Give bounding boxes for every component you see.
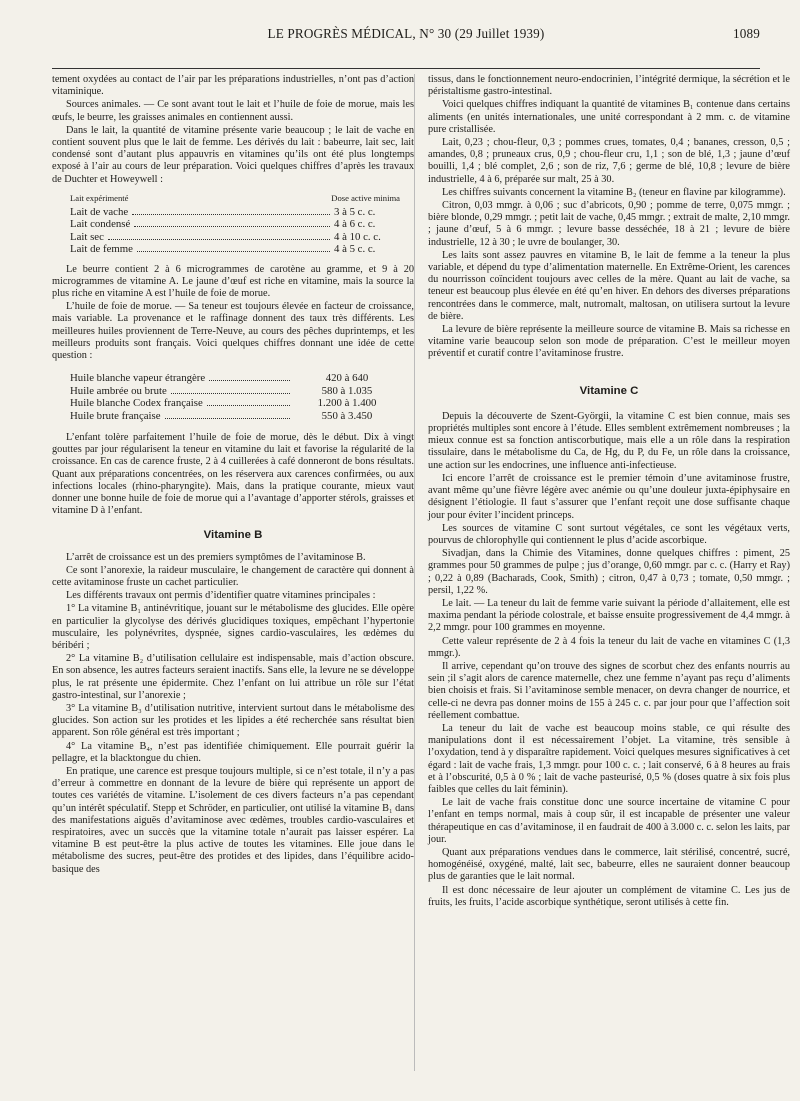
dot-leader (209, 380, 290, 381)
dot-leader (171, 393, 290, 394)
table-row (52, 372, 414, 384)
table-row (52, 218, 414, 230)
paragraph: tement oxydées au contact de l’air par les préparations industrielles, n’ont pas d’action vitaminique. (52, 74, 414, 98)
paragraph: Il est donc nécessaire de leur ajouter un complément de vitamine C. Les jus de fruits, les fruits, l’acide ascorbique synthétique, seront utilisés à cette fin. (428, 884, 790, 908)
table-row (52, 231, 414, 243)
paragraph: Les différents travaux ont permis d’identifier quatre vitamines principales : (66, 590, 376, 602)
row-label: Lait de femme (70, 243, 133, 256)
milk-dose-table (52, 192, 414, 256)
table-row (52, 243, 414, 255)
paragraph: Les laits sont assez pauvres en vitamine B, le lait de femme a la teneur la plus variable, et dépend du type d’alimentation maternelle. En Extrême-Orient, les carences du nourrisson coïncident toujours avec celles de la mère. Quant au lait de vache, sa teneur est beaucoup plus élevée en été qu’en hiver. En dehors des diverses préparations rencontrées dans le commerce, malt, nutromalt, maltosan, on utilisera surtout la levure de bière. (428, 249, 790, 322)
dot-leader (134, 226, 330, 227)
row-label: Huile blanche vapeur étrangère (70, 372, 206, 385)
paragraph: Le beurre contient 2 à 6 microgrammes de carotène au gramme, et 9 à 20 microgrammes de vitamine A. Le jaune d’œuf est riche en vitamine, mais la source la plus riche en vitamine A est l’huile de foie de morue. (52, 263, 414, 300)
header-rule (52, 68, 760, 69)
dot-leader (132, 214, 330, 215)
row-value: 4 à 5 c. c. (334, 243, 376, 256)
paragraph: La teneur du lait de vache est beaucoup moins stable, ce qui résulte des manipulations dont il est nécessairement l’objet. La vitamine, très sensible à l’oxydation, tend à y disparaître rapidement. Voici quelques mesures significatives à cet égard : lait de vache frais, 1,3 mmgr. pour 100 c. c. ; lait conservé, 6 à 8 heures au frais et à l’obscurité, 0,5 à 0 % ; lait de vache pasteurisé, 0,5 % (doses quatre à six fois plus faibles que celles du lait féminin). (428, 722, 790, 795)
table-col-header: Lait expérimenté (70, 192, 129, 203)
row-value: 580 à 1.035 (321, 384, 373, 397)
row-value: 3 à 5 c. c. (334, 206, 376, 219)
row-value: 4 à 6 c. c. (334, 218, 376, 231)
paragraph: Le lait. — La teneur du lait de femme varie suivant la période d’allaitement, elle est maxima pendant la période colostrale, et baisse ensuite progressivement de 4,4 mmgr. à 2,2 mmgr. pour 100 grammes en moyenne. (428, 597, 790, 634)
paragraph: Ici encore l’arrêt de croissance est le premier témoin d’une avitaminose frustre, avant même qu’une fièvre légère avec anémie ou qu’une douleur juxta-épiphysaire en désignent l’étiologie. Il faut s’assurer que l’enfant reçoit une dose suffisante chaque jour pour éviter l’incident princeps. (428, 472, 790, 521)
paragraph: Sources animales. — Ce sont avant tout le lait et l’huile de foie de morue, mais les œufs, le beurre, les graisses animales en contiennent aussi. (52, 99, 414, 123)
dot-leader (165, 418, 290, 419)
table-row (52, 397, 414, 409)
paragraph: Dans le lait, la quantité de vitamine présente varie beaucoup ; le lait de vache en contient souvent plus que le lait de femme. Les dérivés du lait : babeurre, lait sec, lait condensé sont d’autant plus appauvris en vitamines qu’ils ont été plus longtemps exposé à l’air au cours de leur préparation. Voici quelques chiffres d’après les travaux de Duchter et Howeywell : (52, 124, 414, 185)
paragraph: 2° La vitamine B₂ d’utilisation cellulaire est indispensable, mais d’action obscure. En son absence, les autres facteurs seraient inactifs. Sans elle, la levure ne se développe plus, le rat présente une épidermite. Chez l’enfant on lui attribue un rôle sur l’état gastro-intestinal, sur l’anorexie ; (52, 653, 414, 701)
paragraph: Voici quelques chiffres indiquant la quantité de vitamines B₁ contenue dans certains aliments (en unités internationales, une unité correspondant à 2 mm. c. de vitamine pure cristallisée. (428, 99, 790, 135)
table-header (52, 192, 414, 204)
column-divider (414, 74, 415, 1071)
paragraph: Ce sont l’anorexie, la raideur musculaire, le changement de caractère qui donnent à cette avitaminose fruste un cachet particulier. (52, 564, 414, 588)
row-label: Lait sec (70, 230, 104, 243)
table-row (52, 410, 414, 422)
row-label: Huile ambrée ou brute (70, 384, 167, 397)
running-head: LE PROGRÈS MÉDICAL, N° 30 (29 Juillet 1939) (267, 26, 545, 41)
dot-leader (207, 405, 290, 406)
paragraph: L’arrêt de croissance est un des premiers symptômes de l’avitaminose B. (66, 551, 366, 563)
table-row (52, 206, 414, 218)
paragraph: Depuis la découverte de Szent-Györgii, la vitamine C est bien connue, mais ses propriétés multiples sont encore à l’étude. Elles semblent extrêmement nombreuses ; la mieux connue est sa fonction antiscorbutique, mais elle a un rôle dans la respiration tissulaire, dans le métabolisme du Ca, de Hg, du P, du Fe, un rôle dans la croissance, une action sur les endocrines, une influence anti-infectieuse. (428, 410, 790, 471)
paragraph: Quant aux préparations vendues dans le commerce, lait stérilisé, concentré, sucré, homogénéisé, oxygéné, malté, lait sec, babeurre, elles ne sauraient donner beaucoup plus de garanties que le lait normal. (428, 846, 790, 883)
paragraph: Les chiffres suivants concernent la vitamine B₂ (teneur en flavine par kilogramme). (442, 186, 786, 198)
dot-leader (137, 251, 330, 252)
paragraph: L’enfant tolère parfaitement l’huile de foie de morue, dès le début. Dix à vingt gouttes par jour régularisent la teneur en vitamine du lait et favorise la régularité de la croissance. En cas de carence fruste, 2 à 4 cuillerées à café donneront de bons résultats. Quant aux préparations concentrées, on les réservera aux carences confirmées, ou aux infections locales (rhino-pharyngite). Mais, dans la pratique courante, mieux vaut donner une bonne huile de foie de morue qui a l’avantage d’apporter stérols, graisses et vitamine D à l’enfant. (52, 431, 414, 517)
page-number: 1089 (733, 26, 760, 41)
row-label: Huile brute française (70, 409, 161, 422)
paragraph: Il arrive, cependant qu’on trouve des signes de scorbut chez des enfants nourris au sein ;il s’agit alors de carence maternelle, chez une femme n’ayant pas reçu d’aliments bien choisis et frais. Si l’avitaminose semble menacer, on devra changer de nourrice, et celle-ci ne devra pas donner moins de 155 à 245 c. c. par jour pour que l’affection soit réellement combattue. (428, 660, 790, 721)
paragraph: Cette valeur représente de 2 à 4 fois la teneur du lait de vache en vitamines C (1,3 mmgr.). (428, 635, 790, 659)
row-label: Huile blanche Codex française (70, 397, 203, 410)
section-title-vitamine-b: Vitamine B (203, 529, 263, 542)
row-value: 1.200 à 1.400 (317, 397, 377, 410)
row-value: 420 à 640 (325, 372, 369, 385)
paragraph: tissus, dans le fonctionnement neuro-endocrinien, l’intégrité dermique, la sécrétion et le péristaltisme gastro-intestinal. (428, 74, 790, 98)
row-label: Lait de vache (70, 206, 129, 219)
section-title-vitamine-c: Vitamine C (579, 384, 639, 397)
paragraph: Sivadjan, dans la Chimie des Vitamines, donne quelques chiffres : piment, 25 grammes pour 50 grammes de pulpe ; jus d’orange, 0,60 mmgr. par c. c. (Harry et Ray) ; 0,22 à 0,89 (Bacharads, Cook, Smith) ; citron, 0,47 à 0,73 ; tomate, 0,50 mmgr. ; persil, 1,22 %. (428, 548, 790, 596)
paragraph: 3° La vitamine B₃ d’utilisation nutritive, intervient surtout dans le métabolisme des glucides. Son action sur les protides et les lipides a été recherchée sans résultat bien apparent. Son rôle général est très important ; (52, 702, 414, 739)
paragraph: 1° La vitamine B₁ antinévritique, jouant sur le métabolisme des glucides. Elle opère en particulier la glycolyse des dérivés glucidiques toxiques, empêchant l’hypertonie musculaire, les polynévrites, dyspnée, signes cardio-vasculaires, les œdèmes du béribéri ; (52, 603, 414, 651)
row-value: 550 à 3.450 (321, 409, 373, 422)
table-row (52, 385, 414, 397)
left-column (52, 74, 414, 877)
row-label: Lait condensé (70, 218, 131, 231)
paragraph: Lait, 0,23 ; chou-fleur, 0,3 ; pommes crues, tomates, 0,4 ; bananes, cresson, 0,5 ; amandes, 0,8 ; pruneaux crus, 0,9 ; chou-fleur cru, 1,1 ; son de blé, 1,3 ; jaune d’œuf bouilli, 1,4 ; blé complet, 2,6 ; son de riz, 7,6 ; germe de blé, 10,8 ; levure de bière industrielle, 4 à 6, préparée sur malt, 25 à 30. (428, 137, 790, 185)
page-header (52, 26, 760, 50)
paragraph: La levure de bière représente la meilleure source de vitamine B. Mais sa richesse en vitamine varie beaucoup selon son mode de préparation. C’est le meilleur moyen préventif et curatif contre l’avitaminose frustre. (428, 324, 790, 360)
cod-liver-oil-table (52, 372, 414, 422)
paragraph: Le lait de vache frais constitue donc une source incertaine de vitamine C pour l’enfant en temps normal, mais à coup sûr, il est incapable de présenter une valeur thérapeutique en cas d’avitaminose, il en faudrait de 400 à 3.000 c. c. selon les laits, par jour. (428, 797, 790, 845)
paragraph: L’huile de foie de morue. — Sa teneur est toujours élevée en facteur de croissance, mais variable. La provenance et le raffinage donnent des taux très différents. Les meilleures huiles proviennent de Terre-Neuve, au cours des pêches duprintemps, et les meilleurs produits sont français. Voici quelques chiffres donnant une idée de cette question : (52, 301, 414, 362)
dot-leader (108, 239, 330, 240)
paragraph: 4° La vitamine B₄, n’est pas identifiée chimiquement. Elle pourrait guérir la pellagre, et la blacktongue du chien. (52, 740, 414, 764)
row-value: 4 à 10 c. c. (334, 230, 381, 243)
table-col-header: Dose active minima (331, 192, 400, 203)
paragraph: Les sources de vitamine C sont surtout végétales, ce sont les végétaux verts, pourvus de chlorophylle qui contiennent le plus d’acide ascorbique. (428, 522, 790, 546)
paragraph: En pratique, une carence est presque toujours multiple, si ce n’est totale, il n’y a pas d’erreur à commettre en donnant de la levure de bière qui représente un apport de toutes ces variétés de vitamine. L’isolement de ces divers facteurs n’a pas cependant qu’un intérêt spéculatif. Stepp et Schröder, en particulier, ont utilisé la vitamine B₁ dans des manifestations aiguës d’avitaminose avec œdèmes, troubles cardio-vasculaires et respiratoires, avec un succès que la vitamine totale n’aurait pas laisser espérer. La vitamine B est peut-être la plus active de toutes les vitamines. Elle joue dans le métabolisme des sucres, peut-être des protides et des lipides, dans l’équilibre acido-basique des (52, 765, 414, 875)
paragraph: Citron, 0,03 mmgr. à 0,06 ; suc d’abricots, 0,90 ; pomme de terre, 0,075 mmgr. ; bière blonde, 0,29 mmgr. ; petit lait de vache, 0,45 mmgr. ; extrait de malte, 2,10 mmgr. ; jaune d’œuf, 5 à 6 mmgr. ; levure basse desséchée, 18 à 21 ; levure de bière industrielle, 12 à 30 ; le uvre de boulanger, 30. (428, 200, 790, 248)
right-column (428, 74, 790, 910)
